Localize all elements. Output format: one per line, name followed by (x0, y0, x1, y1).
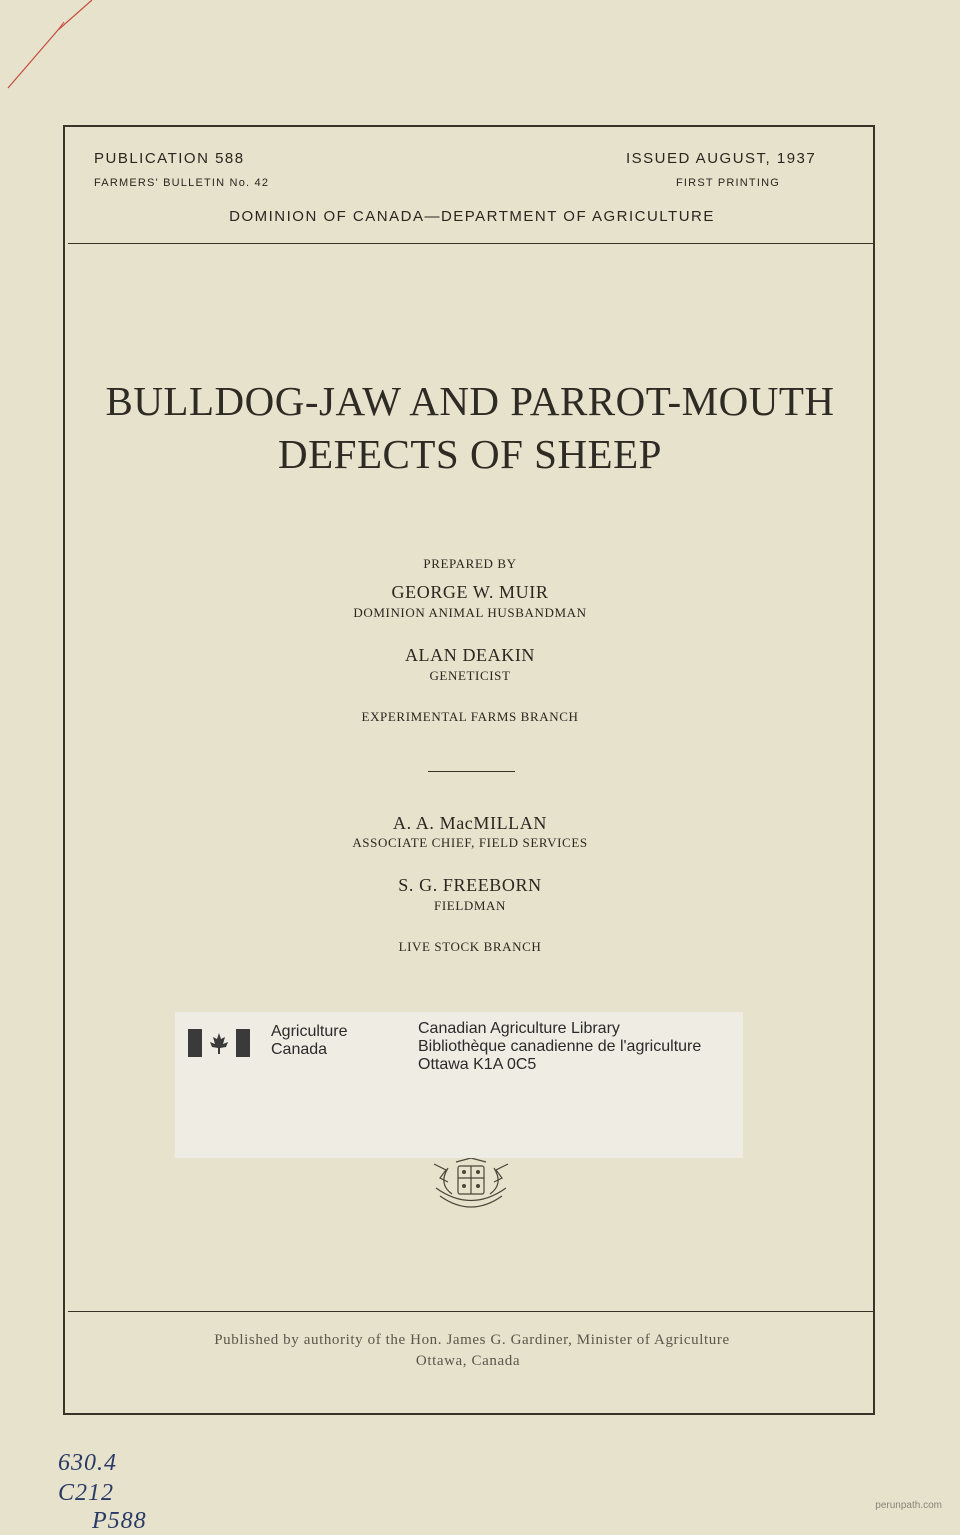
author-name: ALAN DEAKIN (404, 645, 536, 665)
pencil-mark (0, 0, 110, 100)
library-line: Bibliothèque canadienne de l'agriculture (418, 1038, 702, 1055)
footer-divider (68, 1311, 873, 1312)
department-name: DOMINION OF CANADA—DEPARTMENT OF AGRICULTURE (229, 208, 715, 225)
author-name: GEORGE W. MUIR (391, 582, 549, 602)
publication-number: PUBLICATION 588 (94, 150, 245, 167)
call-number-line: C212 (58, 1480, 115, 1506)
coat-of-arms-icon (426, 1158, 516, 1213)
author-role: DOMINION ANIMAL HUSBANDMAN (353, 605, 587, 620)
call-number-line: P588 (92, 1508, 147, 1534)
page-title-line-1: BULLDOG-JAW AND PARROT-MOUTH (105, 378, 835, 424)
library-line: Ottawa K1A 0C5 (418, 1056, 537, 1073)
author-role: GENETICIST (429, 668, 511, 683)
call-number-line: 630.4 (58, 1450, 117, 1476)
branch-name: LIVE STOCK BRANCH (398, 939, 542, 954)
watermark: perunpath.com (875, 1500, 942, 1511)
agency-line: Canada (271, 1041, 328, 1058)
header-divider (68, 243, 873, 244)
prepared-by: PREPARED BY (423, 556, 517, 571)
printing-note: FIRST PRINTING (676, 177, 780, 189)
library-line: Canadian Agriculture Library (418, 1020, 620, 1037)
author-name: S. G. FREEBORN (398, 875, 542, 895)
publication-place: Ottawa, Canada (415, 1353, 521, 1369)
page-title-line-2: DEFECTS OF SHEEP (278, 431, 662, 477)
agency-name (271, 1023, 347, 1059)
agency-line: Agriculture (271, 1023, 348, 1040)
author-role: FIELDMAN (434, 898, 506, 913)
library-address (418, 1020, 701, 1074)
page-border (63, 125, 875, 1415)
author-name: A. A. MacMILLAN (393, 813, 547, 833)
canada-flag-icon (188, 1029, 250, 1057)
section-divider (428, 771, 515, 772)
issue-date: ISSUED AUGUST, 1937 (626, 150, 817, 167)
author-role: ASSOCIATE CHIEF, FIELD SERVICES (352, 835, 588, 850)
branch-name: EXPERIMENTAL FARMS BRANCH (361, 709, 579, 724)
bulletin-number: FARMERS' BULLETIN No. 42 (94, 177, 270, 189)
publisher-statement: Published by authority of the Hon. James G. Gardiner, Minister of Agriculture (214, 1332, 730, 1348)
